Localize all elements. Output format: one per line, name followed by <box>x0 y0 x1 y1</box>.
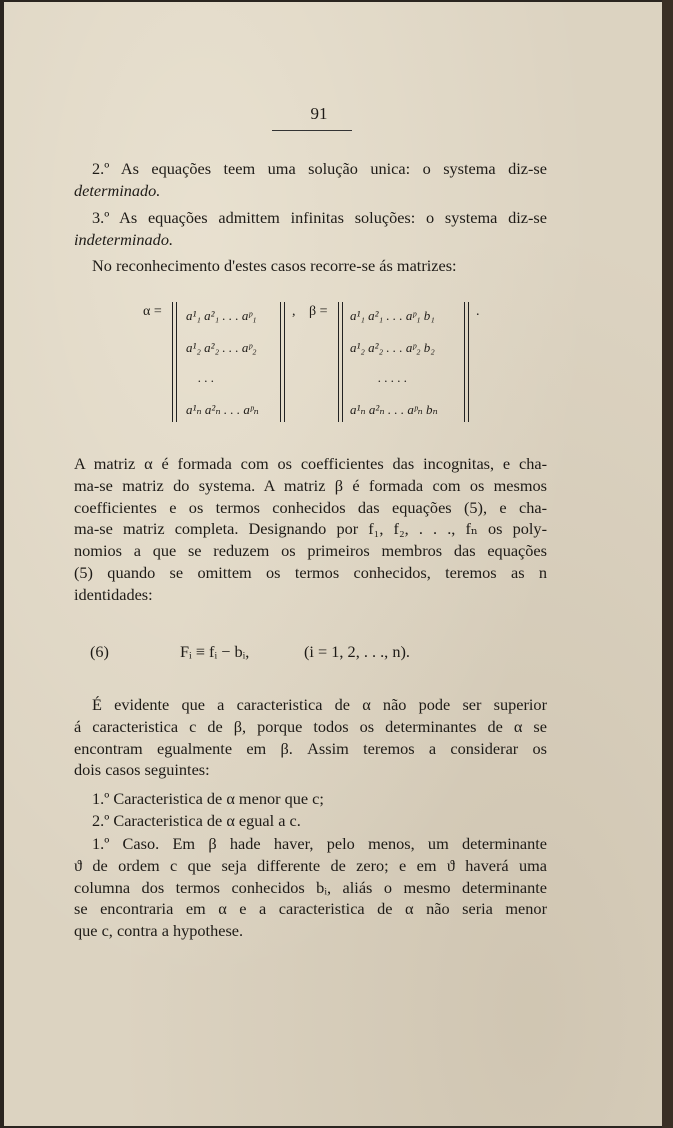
text-line: columna dos termos conhecidos bᵢ, aliás o mesmo determinante <box>74 877 547 897</box>
text-line: 1.º Caracteristica de α menor que c; <box>92 789 324 808</box>
matrix-alpha-comma: , <box>292 304 296 319</box>
matrix-row: . . . <box>198 370 215 385</box>
matrix-beta-period: . <box>476 304 480 319</box>
text-line: dois casos seguintes: <box>74 760 210 780</box>
text-line: ma-se matriz do systema. A matriz β é formada com os mesmos <box>74 475 547 495</box>
text-line: 2.º As equações teem uma solução unica: o systema diz-se <box>92 159 547 178</box>
matrix-row: a¹₁ a²₁ . . . aᵖ₁ <box>186 308 257 323</box>
paragraph-matrix-definitions <box>74 453 547 606</box>
page-number-rule <box>272 130 352 131</box>
text-line: (5) quando se omittem os termos conhecidos, teremos as n <box>74 562 547 582</box>
matrix-row: a¹ₙ a²ₙ . . . aᵖₙ <box>186 402 259 417</box>
matrix-beta <box>338 302 473 422</box>
text-line: identidades: <box>74 584 153 604</box>
matrix-alpha <box>172 302 287 422</box>
text-line: coefficientes e os termos conhecidos das equações (5), e cha- <box>74 497 547 517</box>
text-line: ma-se matriz completa. Designando por f₁, f₂, . . ., fₙ os poly- <box>74 519 547 539</box>
equation-formula: Fᵢ ≡ fᵢ − bᵢ, <box>180 642 250 661</box>
matrix-alpha-label: α = <box>143 304 162 319</box>
paragraph-case-3 <box>74 207 547 251</box>
page-number: 91 <box>310 104 328 123</box>
text-line: 2.º Caracteristica de α egual a c. <box>92 811 301 830</box>
text-line: á caracteristica c de β, porque todos os determinantes de α se <box>74 716 547 736</box>
text-line: 1.º Caso. Em β hade haver, pelo menos, um determinante <box>92 834 547 853</box>
text-line: determinado. <box>74 180 161 200</box>
paragraph-case-2 <box>74 158 547 202</box>
text-line: que c, contra a hypothese. <box>74 921 244 941</box>
text-line: A matriz α é formada com os coefficientes das incognitas, e cha- <box>74 454 547 473</box>
text-line: No reconhecimento d'estes casos recorre-se ás matrizes: <box>92 256 457 275</box>
text-line: nomios a que se reduzem os primeiros membros das equações <box>74 541 547 561</box>
equation-number: (6) <box>90 642 109 661</box>
matrix-row: . . . . . <box>378 370 408 385</box>
text-line: encontram egualmente em β. Assim teremos a considerar os <box>74 738 547 758</box>
equation-range: (i = 1, 2, . . ., n). <box>304 642 410 661</box>
text-line: indeterminado. <box>74 229 174 249</box>
matrix-row: a¹ₙ a²ₙ . . . aᵖₙ bₙ <box>350 402 438 417</box>
paragraph-first-case <box>74 833 547 942</box>
text-line: ϑ de ordem c que seja differente de zero; e em ϑ haverá uma <box>74 855 547 875</box>
book-page <box>4 2 662 1126</box>
matrix-row: a¹₁ a²₁ . . . aᵖ₁ b₁ <box>350 308 435 323</box>
matrix-row: a¹₂ a²₂ . . . aᵖ₂ b₂ <box>350 340 435 355</box>
paragraph-characteristic <box>74 694 547 781</box>
text-line: É evidente que a caracteristica de α não pode ser superior <box>92 695 547 714</box>
text-line: 3.º As equações admittem infinitas soluções: o systema diz-se <box>92 208 547 227</box>
case-list-item-2 <box>74 810 547 832</box>
case-list-item-1 <box>74 788 547 810</box>
matrix-row: a¹₂ a²₂ . . . aᵖ₂ <box>186 340 257 355</box>
paragraph-matrices-intro <box>74 255 547 277</box>
page-edge-shadow <box>662 0 673 1128</box>
text-line: se encontraria em α e a caracteristica de α não seria menor <box>74 899 547 919</box>
matrix-beta-label: β = <box>309 304 328 319</box>
